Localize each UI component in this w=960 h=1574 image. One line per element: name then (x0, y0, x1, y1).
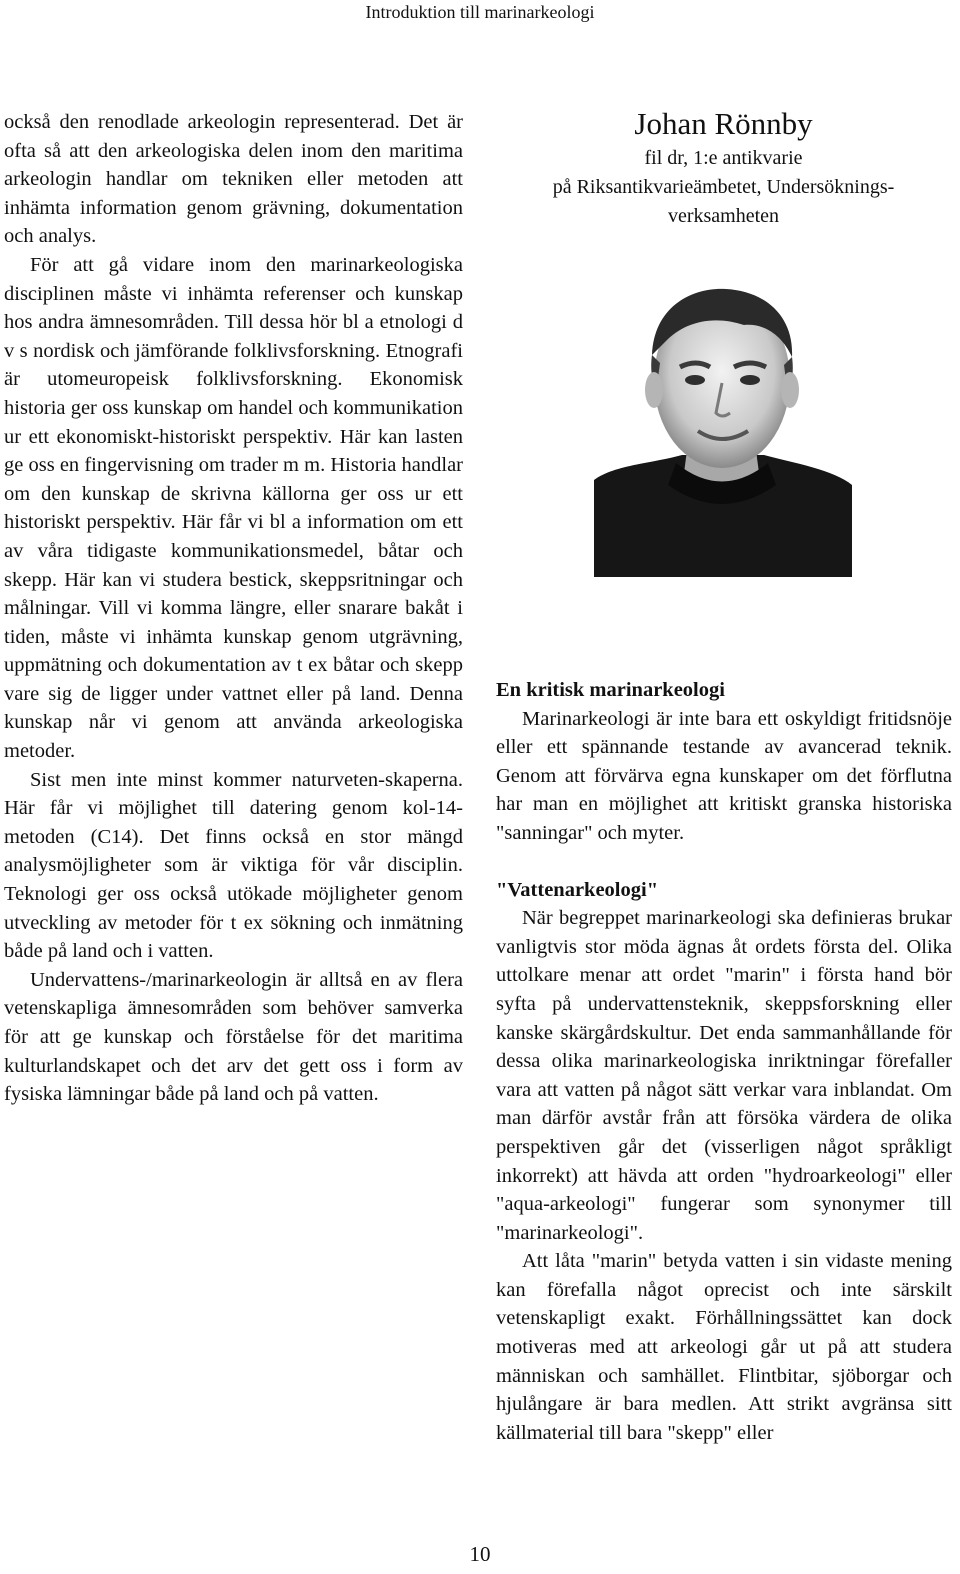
paragraph: Marinarkeologi är inte bara ett oskyldigt fritidsnöje eller ett spännande testande av avancerad teknik. Genom att förvärva egna kunskaper om det förflutna har man en möjlighet att kritiskt granska historiska "sanningar" och myter. (496, 707, 952, 844)
right-column (496, 676, 952, 1447)
author-block (500, 104, 947, 231)
section-gap (496, 848, 952, 876)
author-portrait (594, 285, 852, 577)
paragraph: Sist men inte minst kommer naturveten-skaperna. Här får vi möjlighet till datering genom kol-14-metoden (C14). Det finns också en stor mängd analysmöjligheter som är viktiga för vår disciplin. Teknologi ger oss också utökade möjligheter genom utveckling av metoder för t ex sökning och inmätning både på land och i vatten. (4, 768, 463, 963)
paragraph: Att låta "marin" betyda vatten i sin vidaste mening kan förefalla något oprecist och inte särskilt vetenskapligt exakt. Förhållningssättet kan dock motiveras med att arkeologi går ut på att studera människan och samhället. Flintbitar, sjöborgar och hjulångare är bara medlen. Att strikt avgränsa sitt källmaterial till bara "skepp" eller (496, 1250, 952, 1444)
paragraph: Undervattens-/marinarkeologin är alltså en av flera vetenskapliga ämnesområden som behöver samverka för att ge kunskap och förståelse för det maritima kulturlandskapet och det arv det gett oss i form av fysiska lämningar både på land och på vatten. (4, 968, 463, 1106)
running-header: Introduktion till marinarkeologi (365, 2, 595, 22)
page-number: 10 (469, 1542, 491, 1566)
section-heading: En kritisk marinarkeologi (496, 679, 725, 701)
author-name: Johan Rönnby (634, 106, 813, 141)
paragraph: också den renodlade arkeologin representerad. Det är ofta så att den arkeologiska delen inom den maritima arkeologin handlar om tekniken eller metoden att inhämta information genom grävning, dokumentation och analys. (4, 111, 463, 248)
left-column (4, 108, 463, 1109)
paragraph: För att gå vidare inom den marinarkeologiska disciplinen måste vi inhämta referenser och kunskap hos andra ämnesområden. Till dessa hör bl a etnologi d v s nordisk och jämförande folklivsforskning. Etnografi är utomeuropeisk folklivsforskning. Ekonomisk historia ger oss kunskap om handel och kommunikation ur ett ekonomiskt-historiskt perspektiv. Här kan lasten ge oss en fingervisning om trader m m. Historia handlar om den kunskap de skrivna källorna ger oss ur ett historiskt perspektiv. Här får vi bl a information om ett av våra tidigaste kommunikationsmedel, båtar och skepp. Här kan vi studera bestick, skeppsritningar och målningar. Vill vi komma längre, eller snarare bakåt i tiden, måste vi inhämta kunskap genom utgrävning, uppmätning och dokumentation av t ex båtar och skepp vare sig de ligger under vattnet eller på land. Denna kunskap når vi genom att använda arkeologiska metoder. (4, 253, 463, 763)
author-role: fil dr, 1:e antikvarie (644, 147, 803, 169)
author-affiliation: på Riksantikvarieämbetet, Undersöknings-verksamheten (552, 176, 895, 227)
paragraph: När begreppet marinarkeologi ska definieras brukar vanligtvis stor möda ägnas åt ordets första del. Olika uttolkare menar att ordet "marin" i första hand bör syfta på undervattensteknik, skeppsforskning eller kanske skärgårdskultur. Det enda sammanhållande för dessa olika marinarkeologiska inriktningar förefaller vara att vatten på något sätt verkar vara inblandat. Om man därför avstår från att försöka värdera de olika perspektiven går det (visserligen något språkligt inkorrekt) att hävda att orden "hydroarkeologi" eller "aqua-arkeologi" fungerar som synonymer till "marinarkeologi". (496, 907, 952, 1244)
section-heading: "Vattenarkeologi" (496, 878, 659, 901)
